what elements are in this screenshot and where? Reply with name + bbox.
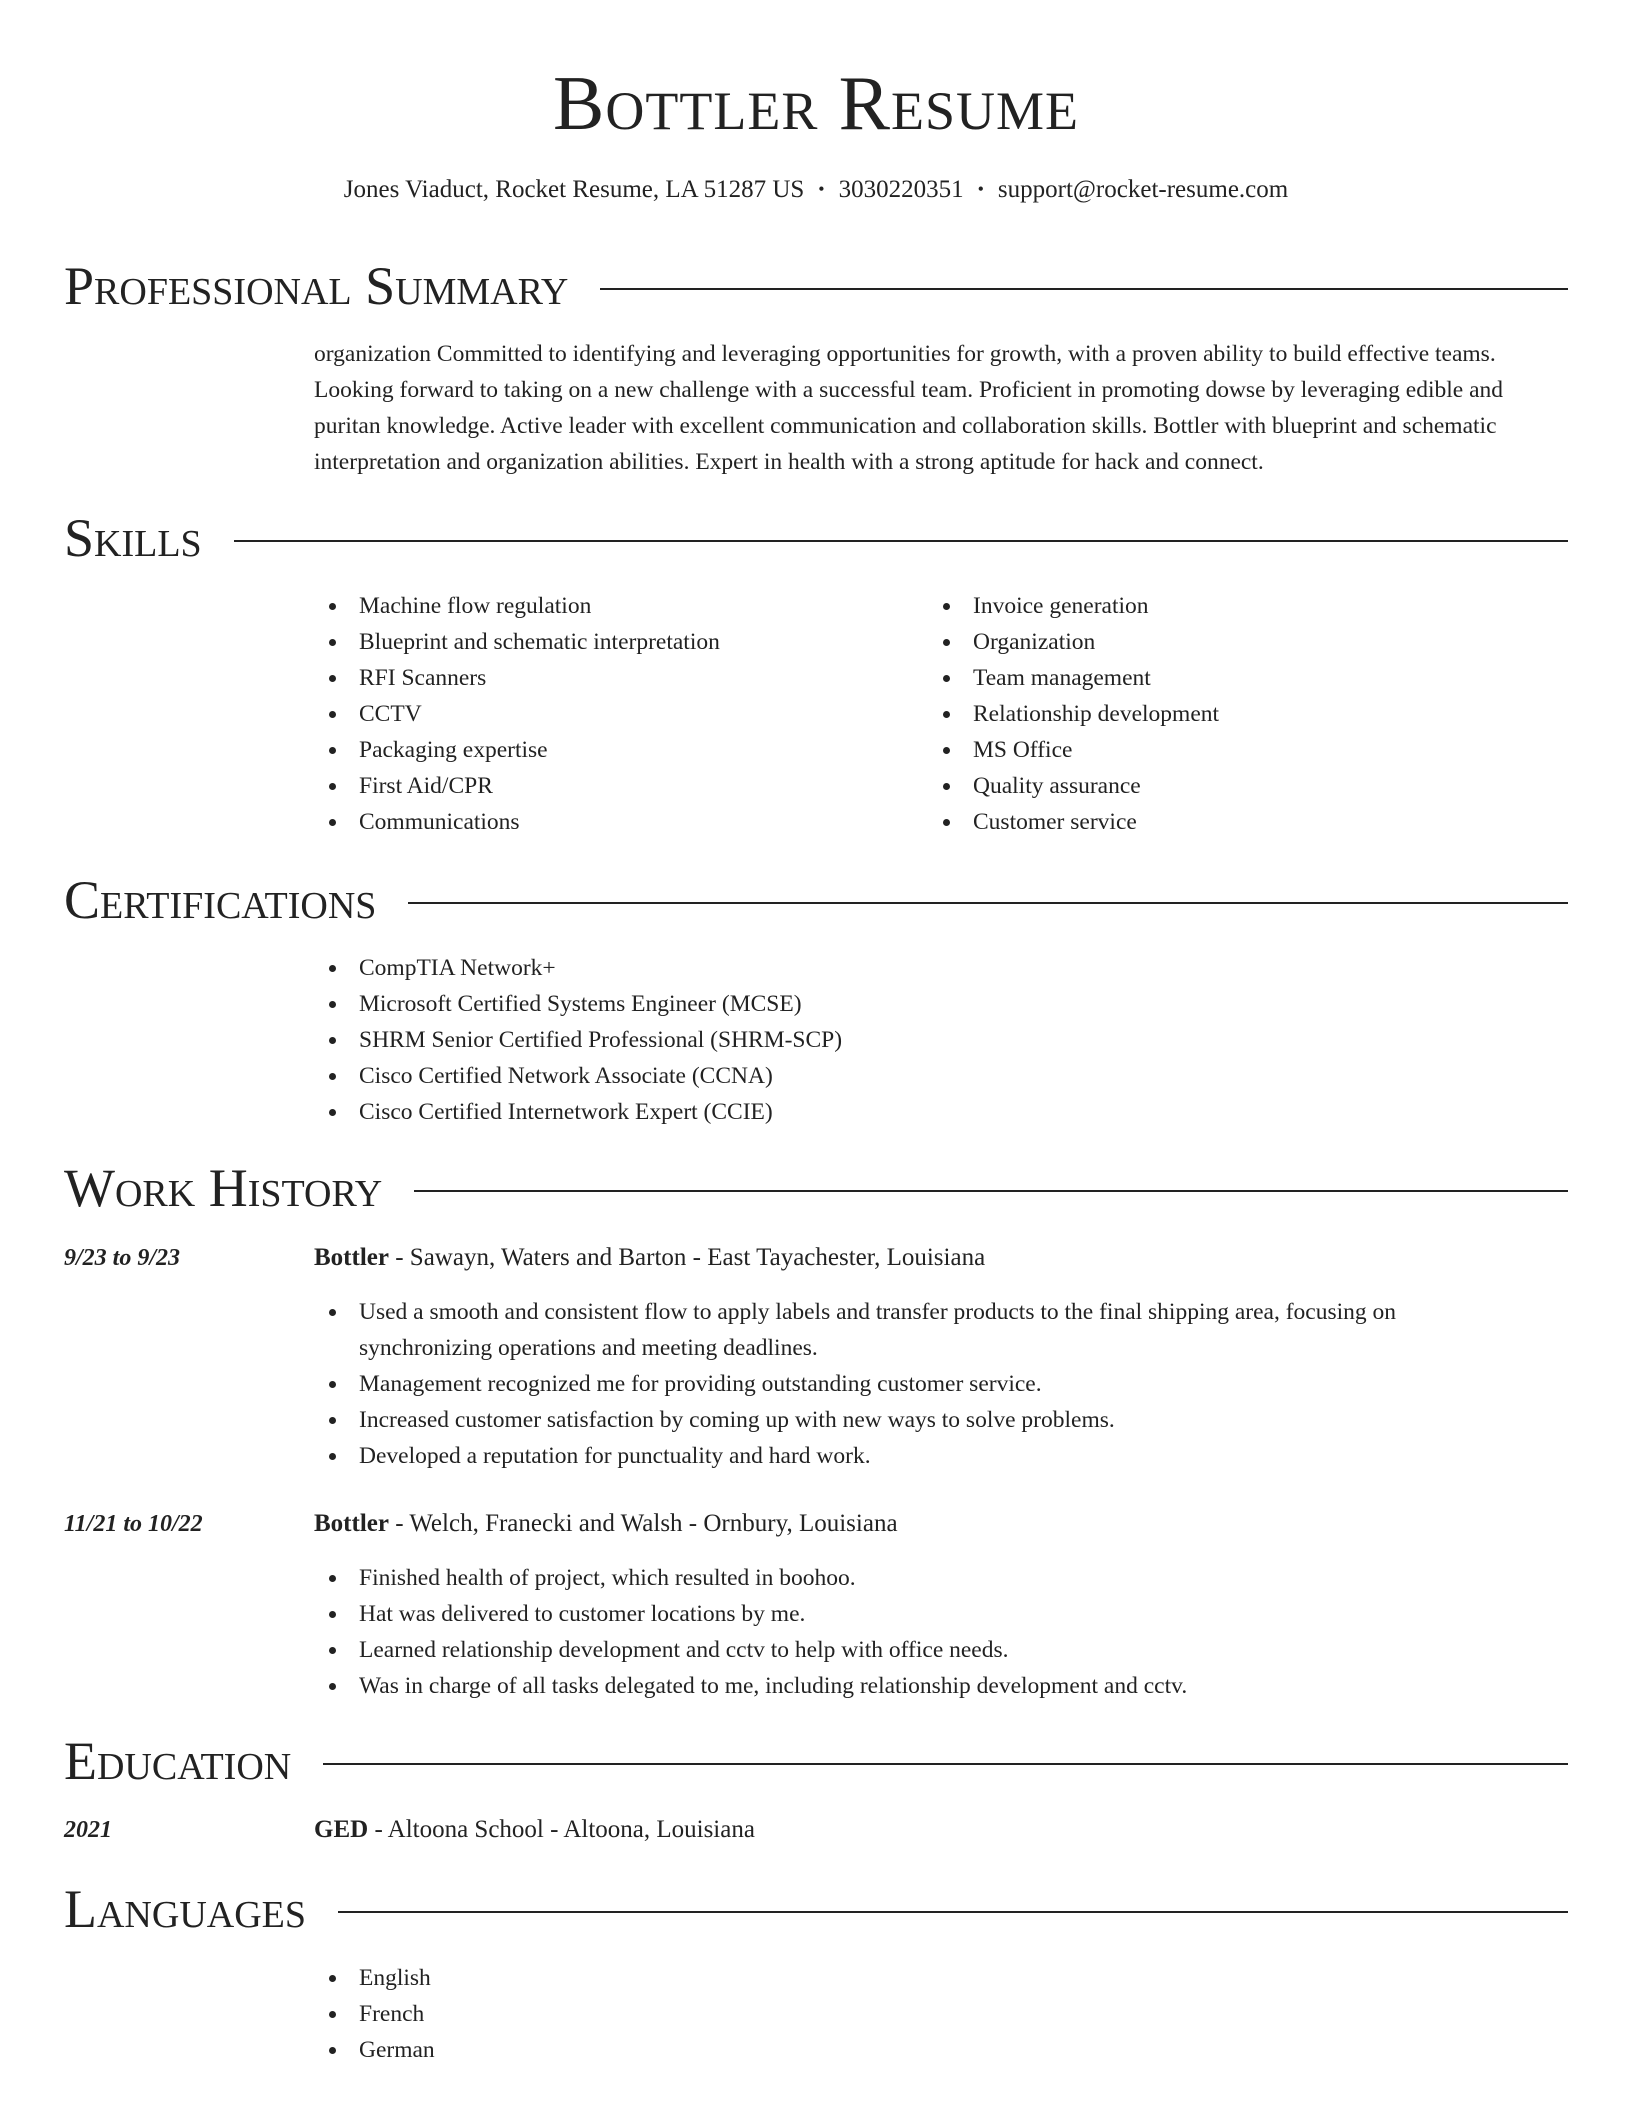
education-year: 2021 bbox=[64, 1817, 112, 1843]
job-title-line bbox=[314, 1240, 1564, 1276]
summary-text: organization Committed to identifying and leveraging opportunities for growth, with a proven ability to build effective teams. Looking forward to taking on a new challenge with a successful team. Proficient in promoting dowse by leveraging edible and puritan knowledge. Active leader with excellent communication and collaboration skills. Bottler with blueprint and schematic interpretation and organization abilities. Expert in health with a strong aptitude for hack and connect. bbox=[314, 341, 1504, 475]
section-divider bbox=[414, 1190, 1568, 1192]
contact-separator: • bbox=[977, 179, 984, 199]
section-divider bbox=[408, 902, 1568, 904]
skill-item: Organization bbox=[928, 624, 1528, 660]
education-line bbox=[314, 1812, 1564, 1848]
skill-item: RFI Scanners bbox=[314, 660, 914, 696]
skill-item: Invoice generation bbox=[928, 588, 1528, 624]
summary-title: Professional Summary bbox=[64, 256, 569, 316]
section-divider bbox=[338, 1911, 1568, 1913]
languages-title: Languages bbox=[64, 1879, 306, 1939]
job-dates: 11/21 to 10/22 bbox=[64, 1511, 203, 1537]
contact-separator: • bbox=[818, 179, 825, 199]
certifications-list bbox=[314, 950, 1564, 1130]
skills-right-column bbox=[928, 588, 1528, 840]
job-details: - Sawayn, Waters and Barton - East Tayachester, Louisiana bbox=[388, 1244, 986, 1271]
job-bullet-list bbox=[314, 1560, 1464, 1704]
job-bullet: Learned relationship development and cctv to help with office needs. bbox=[314, 1632, 1464, 1668]
language-item: French bbox=[314, 1996, 1564, 2032]
skill-item: MS Office bbox=[928, 732, 1528, 768]
skill-item: First Aid/CPR bbox=[314, 768, 914, 804]
education-degree: GED bbox=[314, 1816, 369, 1843]
skill-item: Relationship development bbox=[928, 696, 1528, 732]
skill-item: Communications bbox=[314, 804, 914, 840]
certifications-section-header bbox=[64, 867, 1568, 933]
skill-item: Customer service bbox=[928, 804, 1528, 840]
job-bullets bbox=[314, 1560, 1464, 1704]
contact-phone: 3030220351 bbox=[838, 176, 964, 203]
language-item: English bbox=[314, 1960, 1564, 1996]
language-item: German bbox=[314, 2032, 1564, 2068]
job-details: - Welch, Franecki and Walsh - Ornbury, Louisiana bbox=[388, 1510, 898, 1537]
job-bullet-list bbox=[314, 1294, 1464, 1474]
summary-section-header bbox=[64, 253, 1568, 319]
job-title-line bbox=[314, 1506, 1564, 1542]
skill-item: CCTV bbox=[314, 696, 914, 732]
job-role: Bottler bbox=[314, 1244, 389, 1271]
skills-title: Skills bbox=[64, 508, 202, 568]
certification-item: Cisco Certified Network Associate (CCNA) bbox=[314, 1058, 1564, 1094]
job-bullet: Management recognized me for providing outstanding customer service. bbox=[314, 1366, 1464, 1402]
contact-line bbox=[0, 172, 1632, 209]
skill-item: Packaging expertise bbox=[314, 732, 914, 768]
skills-left-column bbox=[314, 588, 914, 840]
skills-list-right bbox=[928, 588, 1528, 840]
certifications-body bbox=[314, 950, 1564, 1130]
contact-email: support@rocket-resume.com bbox=[997, 176, 1289, 203]
job-bullet: Developed a reputation for punctuality and hard work. bbox=[314, 1438, 1464, 1474]
job-bullet: Finished health of project, which resulted in boohoo. bbox=[314, 1560, 1464, 1596]
job-role: Bottler bbox=[314, 1510, 389, 1537]
skills-list-left bbox=[314, 588, 914, 840]
skill-item: Team management bbox=[928, 660, 1528, 696]
education-details: - Altoona School - Altoona, Louisiana bbox=[368, 1816, 755, 1843]
job-bullet: Hat was delivered to customer locations by me. bbox=[314, 1596, 1464, 1632]
certification-item: Microsoft Certified Systems Engineer (MCSE) bbox=[314, 986, 1564, 1022]
job-bullet: Was in charge of all tasks delegated to me, including relationship development and cctv. bbox=[314, 1668, 1464, 1704]
languages-list bbox=[314, 1960, 1564, 2068]
resume-name: Bottler Resume bbox=[553, 60, 1079, 146]
contact-address: Jones Viaduct, Rocket Resume, LA 51287 US bbox=[343, 176, 805, 203]
certification-item: SHRM Senior Certified Professional (SHRM-SCP) bbox=[314, 1022, 1564, 1058]
work-section-header bbox=[64, 1155, 1568, 1221]
section-divider bbox=[323, 1763, 1568, 1765]
languages-section-header bbox=[64, 1876, 1568, 1942]
certification-item: Cisco Certified Internetwork Expert (CCIE) bbox=[314, 1094, 1564, 1130]
languages-body bbox=[314, 1960, 1564, 2068]
skills-section-header bbox=[64, 505, 1568, 571]
job-bullet: Used a smooth and consistent flow to apply labels and transfer products to the final shipping area, focusing on synchronizing operations and meeting deadlines. bbox=[314, 1294, 1464, 1366]
job-bullets bbox=[314, 1294, 1464, 1474]
section-divider bbox=[600, 288, 1568, 290]
job-bullet: Increased customer satisfaction by coming up with new ways to solve problems. bbox=[314, 1402, 1464, 1438]
skill-item: Machine flow regulation bbox=[314, 588, 914, 624]
education-title: Education bbox=[64, 1731, 292, 1791]
education-section-header bbox=[64, 1728, 1568, 1794]
skill-item: Blueprint and schematic interpretation bbox=[314, 624, 914, 660]
skill-item: Quality assurance bbox=[928, 768, 1528, 804]
certifications-title: Certifications bbox=[64, 870, 377, 930]
job-dates: 9/23 to 9/23 bbox=[64, 1245, 181, 1271]
work-title: Work History bbox=[64, 1158, 383, 1218]
section-divider bbox=[234, 540, 1568, 542]
certification-item: CompTIA Network+ bbox=[314, 950, 1564, 986]
